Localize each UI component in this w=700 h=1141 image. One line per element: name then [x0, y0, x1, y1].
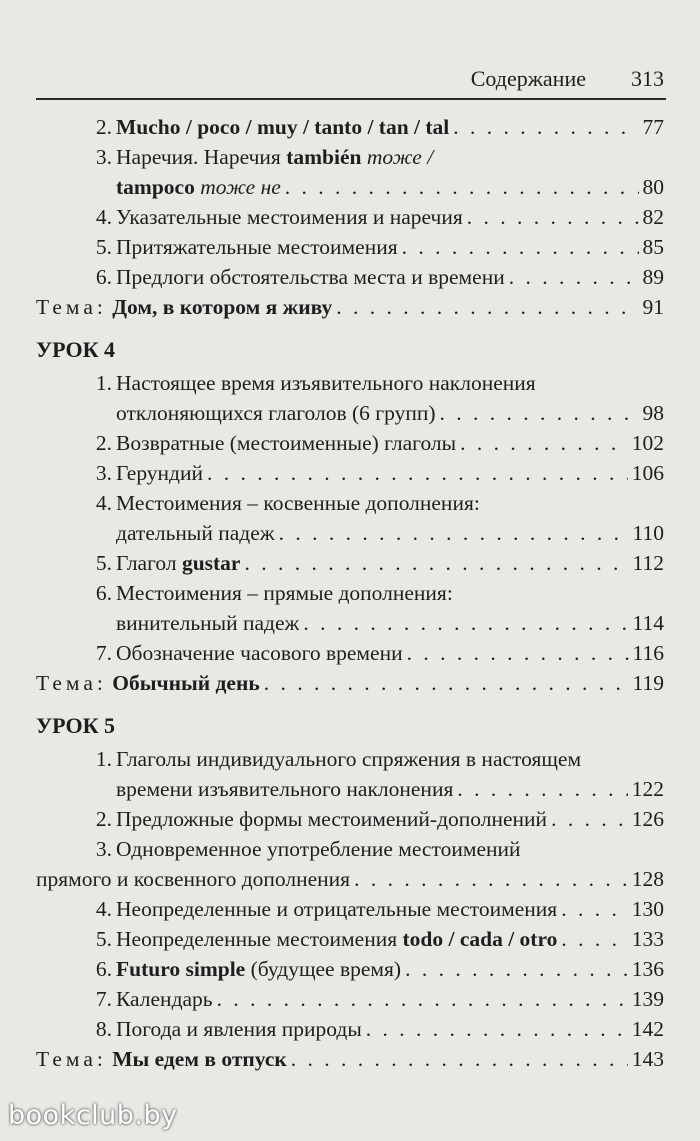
- entry-text: [116, 488, 664, 518]
- toc-entry: [36, 608, 664, 638]
- entry-number: 8.: [95, 1017, 112, 1041]
- entry-label: [116, 491, 480, 515]
- entry-text: [116, 774, 664, 804]
- entry-label: [116, 608, 299, 638]
- entry-text-part: Возвратные (местоименные) глаголы: [116, 431, 457, 455]
- entry-page: 122: [631, 777, 664, 801]
- dot-leader: [509, 262, 639, 292]
- entry-text: [116, 518, 664, 548]
- entry-number: 3.: [95, 145, 112, 169]
- entry-text-part: gustar: [181, 551, 241, 575]
- entry-text: [36, 864, 664, 894]
- toc-entry: [36, 774, 664, 804]
- entry-number: 2.: [95, 807, 112, 831]
- entry-text: [116, 744, 664, 774]
- theme-label: Тема:: [36, 295, 107, 319]
- entry-text-part: Погода и явления природы: [116, 1017, 362, 1041]
- entry-number: 5.: [95, 927, 112, 951]
- toc-entry: [36, 112, 664, 142]
- theme-label: Тема:: [36, 671, 107, 695]
- entry-number: 2.: [95, 431, 112, 455]
- entry-label: [116, 262, 505, 292]
- dot-leader: [366, 1014, 628, 1044]
- entry-text-part: Обозначение часового времени: [116, 641, 403, 665]
- entry-page: 133: [631, 927, 664, 951]
- entry-label: [116, 398, 436, 428]
- entry-number: 3.: [95, 837, 112, 861]
- entry-text-part: (будущее время): [245, 957, 402, 981]
- entry-label: [116, 774, 453, 804]
- entry-text-part: Календарь: [116, 987, 213, 1011]
- entry-text-part: también: [286, 145, 362, 169]
- entry-page: 142: [631, 1017, 664, 1041]
- entry-text-part: todo / cada / otro: [402, 927, 558, 951]
- running-head: [36, 62, 666, 100]
- toc-entry: [36, 954, 664, 984]
- entry-label: [116, 984, 213, 1014]
- theme-title: Дом, в котором я живу: [112, 295, 333, 319]
- entry-text-part: прямого и косвенного дополнения: [36, 867, 351, 891]
- entry-text: [116, 202, 664, 232]
- dot-leader: [440, 398, 639, 428]
- entry-label: [116, 1014, 362, 1044]
- toc-entry: [36, 458, 664, 488]
- entry-text-part: Наречия. Наречия: [116, 145, 287, 169]
- dot-leader: [285, 172, 639, 202]
- entry-label: [116, 202, 463, 232]
- theme-entry: [36, 292, 664, 322]
- entry-text-part: tampoco: [116, 175, 195, 199]
- entry-page: 102: [631, 431, 664, 455]
- entry-page: 85: [642, 235, 664, 259]
- entry-page: 110: [632, 521, 664, 545]
- entry-text: [116, 142, 664, 172]
- toc-entry: [36, 262, 664, 292]
- dot-leader: [405, 954, 628, 984]
- dot-leader: [407, 638, 629, 668]
- toc-entry: [36, 924, 664, 954]
- toc-entry: [36, 804, 664, 834]
- entry-text: [116, 578, 664, 608]
- dot-leader: [207, 458, 628, 488]
- entry-text-part: Неопределенные местоимения: [116, 927, 403, 951]
- dot-leader: [460, 428, 628, 458]
- dot-leader: [336, 292, 638, 322]
- entry-label: [116, 518, 275, 548]
- entry-text: [116, 608, 664, 638]
- theme-label-group: [36, 668, 260, 698]
- entry-page: 89: [642, 265, 664, 289]
- entry-text: [116, 368, 664, 398]
- entry-label: [116, 894, 557, 924]
- toc-entry: [36, 864, 664, 894]
- entry-text-part: тоже не: [194, 175, 281, 199]
- entry-number: 6.: [95, 581, 112, 605]
- dot-leader: [217, 984, 628, 1014]
- entry-text-part: Mucho / poco / muy / tanto / tan / tal: [116, 115, 450, 139]
- entry-number: 1.: [95, 747, 112, 771]
- toc-entry: [36, 548, 664, 578]
- entry-label: [116, 747, 581, 771]
- dot-leader: [402, 232, 639, 262]
- entry-text: [116, 894, 664, 924]
- entry-number: 7.: [95, 641, 112, 665]
- toc-entry: [36, 368, 664, 398]
- toc-entry: [36, 638, 664, 668]
- dot-leader: [457, 774, 627, 804]
- toc-entry: [36, 398, 664, 428]
- dot-leader: [279, 518, 629, 548]
- entry-text: [116, 834, 664, 864]
- entry-label: [116, 581, 453, 605]
- dot-leader: [264, 668, 629, 698]
- entry-text: [116, 638, 664, 668]
- dot-leader: [354, 864, 628, 894]
- entry-number: 6.: [95, 957, 112, 981]
- entry-page: 112: [632, 551, 664, 575]
- entry-number: 4.: [95, 491, 112, 515]
- toc-entry: [36, 142, 664, 172]
- theme-title: Мы едем в отпуск: [112, 1047, 287, 1071]
- entry-page: 82: [642, 205, 664, 229]
- entry-text: [116, 262, 664, 292]
- entry-label: [116, 172, 281, 202]
- table-of-contents: [36, 112, 664, 1074]
- entry-number: 6.: [95, 265, 112, 289]
- entry-text-part: Местоимения – косвенные дополнения:: [116, 491, 480, 515]
- entry-label: [116, 458, 203, 488]
- site-watermark: bookclub.by: [8, 1100, 178, 1131]
- theme-page: 143: [631, 1047, 664, 1071]
- toc-entry: [36, 428, 664, 458]
- entry-label: [116, 837, 521, 861]
- entry-label: [116, 924, 557, 954]
- entry-label: [116, 804, 547, 834]
- entry-label: [116, 112, 449, 142]
- entry-text: [116, 984, 664, 1014]
- toc-entry: [36, 578, 664, 608]
- dot-leader: [303, 608, 628, 638]
- page-number: 313: [631, 66, 664, 91]
- dot-leader: [244, 548, 628, 578]
- entry-number: 4.: [95, 897, 112, 921]
- toc-entry: [36, 1014, 664, 1044]
- entry-text: [116, 398, 664, 428]
- entry-text: [116, 232, 664, 262]
- theme-text: [36, 668, 664, 698]
- entry-label: [116, 548, 240, 578]
- theme-text: [36, 292, 664, 322]
- entry-page: 114: [632, 611, 664, 635]
- entry-text-part: Предлоги обстоятельства места и времени: [116, 265, 505, 289]
- theme-title: Обычный день: [112, 671, 260, 695]
- entry-page: 77: [642, 115, 664, 139]
- entry-text-part: Неопределенные и отрицательные местоимения: [116, 897, 558, 921]
- entry-text-part: винительный падеж: [116, 611, 300, 635]
- lesson-heading: УРОК 5: [36, 713, 116, 738]
- entry-text: [116, 172, 664, 202]
- entry-number: 3.: [95, 461, 112, 485]
- entry-label: [116, 371, 536, 395]
- entry-page: 128: [631, 867, 664, 891]
- theme-page: 91: [642, 295, 664, 319]
- entry-number: 5.: [95, 235, 112, 259]
- entry-text-part: Местоимения – прямые дополнения:: [116, 581, 453, 605]
- entry-number: 7.: [95, 987, 112, 1011]
- dot-leader: [453, 112, 638, 142]
- entry-text-part: Притяжательные местоимения: [116, 235, 398, 259]
- entry-page: 98: [642, 401, 664, 425]
- toc-entry: [36, 202, 664, 232]
- theme-label-group: [36, 292, 332, 322]
- theme-text: [36, 1044, 664, 1074]
- section-title: Содержание: [470, 66, 586, 91]
- entry-text-part: тоже /: [361, 145, 434, 169]
- entry-text: [116, 548, 664, 578]
- entry-text-part: Одновременное употребление местоимений: [116, 837, 521, 861]
- entry-label: [116, 145, 433, 169]
- dot-leader: [551, 804, 628, 834]
- entry-number: 5.: [95, 551, 112, 575]
- entry-text-part: Глагол: [116, 551, 182, 575]
- toc-entry: [36, 172, 664, 202]
- toc-entry: [36, 488, 664, 518]
- lesson-heading: УРОК 4: [36, 337, 116, 362]
- entry-text-part: Герундий: [116, 461, 204, 485]
- theme-label-group: [36, 1044, 287, 1074]
- entry-page: 106: [631, 461, 664, 485]
- entry-text: [116, 804, 664, 834]
- theme-page: 119: [632, 671, 664, 695]
- entry-page: 126: [631, 807, 664, 831]
- entry-label: [116, 954, 401, 984]
- entry-text: [116, 428, 664, 458]
- dot-leader: [291, 1044, 628, 1074]
- toc-entry: [36, 518, 664, 548]
- dot-leader: [561, 894, 628, 924]
- entry-label: [116, 232, 398, 262]
- theme-entry: [36, 668, 664, 698]
- toc-entry: [36, 984, 664, 1014]
- toc-entry: [36, 834, 664, 864]
- dot-leader: [467, 202, 639, 232]
- toc-entry: [36, 232, 664, 262]
- entry-text-part: Futuro simple: [116, 957, 246, 981]
- theme-label: Тема:: [36, 1047, 107, 1071]
- entry-text-part: Настоящее время изъявительного наклонения: [116, 371, 536, 395]
- entry-label: [36, 864, 350, 894]
- entry-number: 4.: [95, 205, 112, 229]
- entry-page: 116: [632, 641, 664, 665]
- entry-number: 2.: [95, 115, 112, 139]
- entry-text: [116, 924, 664, 954]
- entry-text-part: времени изъявительного наклонения: [116, 777, 454, 801]
- entry-text-part: Глаголы индивидуального спряжения в настоящем: [116, 747, 582, 771]
- toc-entry: [36, 744, 664, 774]
- entry-page: 139: [631, 987, 664, 1011]
- entry-text-part: Указательные местоимения и наречия: [116, 205, 463, 229]
- entry-page: 80: [642, 175, 664, 199]
- entry-label: [116, 638, 403, 668]
- entry-text: [116, 112, 664, 142]
- entry-text: [116, 1014, 664, 1044]
- entry-text: [116, 458, 664, 488]
- entry-text-part: дательный падеж: [116, 521, 275, 545]
- dot-leader: [561, 924, 627, 954]
- toc-entry: [36, 894, 664, 924]
- entry-text-part: Предложные формы местоимений-дополнений: [116, 807, 548, 831]
- entry-page: 136: [631, 957, 664, 981]
- entry-number: 1.: [95, 371, 112, 395]
- theme-entry: [36, 1044, 664, 1074]
- entry-page: 130: [631, 897, 664, 921]
- entry-text-part: отклоняющихся глаголов (6 групп): [116, 401, 436, 425]
- entry-label: [116, 428, 456, 458]
- entry-text: [116, 954, 664, 984]
